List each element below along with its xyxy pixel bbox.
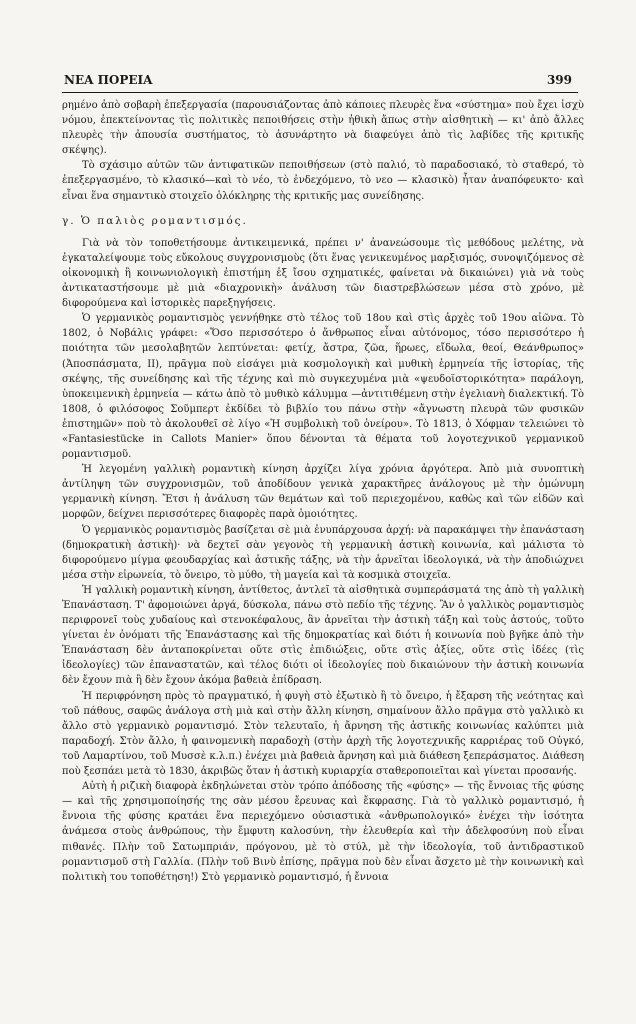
paragraph: Γιὰ νὰ τὸν τοποθετήσουμε ἀντικειμενικά, πρέπει ν' ἀνανεώσουμε τὶς μεθόδους μελέτης, νὰ ἐγκαταλείψουμε τοὺς εὔκολους συγχρονισμοὺς (ὅτι ἕνας γενικευμένος μαρξισμός, συνοψιζόμενος σὲ οἰκονομικὴ ἢ κοινωνιολογικὴ ἐπιστήμη ἐξ ἴσου σχηματικές, φαίνεται νὰ δικαιώνει) γιὰ νὰ τοὺς ἀντικαταστήσουμε μὲ μιὰ «διαχρονικὴ» ἀνάλυση τῶν διαστρεβλώσεων μέσα στὸ χρόνο, μὲ διφορούμενα καὶ ἱστορικὲς παρεξηγήσεις. <box>62 237 584 310</box>
paragraph: ρημένο ἀπὸ σοβαρὴ ἐπεξεργασία (παρουσιάζοντας ἀπὸ κάποιες πλευρὲς ἕνα «σύστημα» ποὺ ἔχει ἰσχὺ νόμου, ἐπεκτείνοντας τὶς πολιτικὲς πεποιθήσεις στὴν ἠθικὴ ἄπως στὴν αἰσθητικὴ — κι' ἀπὸ ἄλλες πλευρὲς τὴν ἀπουσία συστήματος, τὸ ἀσυνάρτητο νὰ διαφεύγει ἀπὸ τὶς λαβίδες τῆς κριτικῆς σκέψης). <box>62 100 584 157</box>
paragraph: Ἡ λεγομένη γαλλικὴ ρομαντικὴ κίνηση ἀρχίζει λίγα χρόνια ἀργότερα. Ἀπὸ μιὰ συνοπτικὴ ἀντίληψη τῶν συγχρονισμῶν, τοῦ ἀποδίδουν γενικὰ χαρακτῆρες ἀνάλογους μὲ τὴν ὁμώνυμη γερμανικὴ κίνηση. Ἔτσι ἡ ἀνάλυση τῶν θεμάτων καὶ τοῦ περιεχομένου, καθὼς καὶ τῶν εἰδῶν καὶ μορφῶν, δείχνει περισσότερες διαφορὲς παρὰ ὁμοιότητες. <box>62 464 584 521</box>
paragraph: Αὐτὴ ἡ ριζικὴ διαφορὰ ἐκδηλώνεται στὸν τρόπο ἀπόδοσης τῆς «φύσης» — τῆς ἔννοιας τῆς φύσης — καὶ τῆς χρησιμοποίησής της σὰν μέσου ἔρευνας καὶ ἔκφρασης. Γιὰ τὸ γαλλικὸ ρομαντισμό, ἡ ἔννοια τῆς φύσης κρατάει ἕνα περιεχόμενο οὐσιαστικὰ «ἀνθρωπολογικό» ἐνέχει τὴν ἰσότητα ἀνάμεσα στοὺς ἀνθρώπους, τὴν ἔμφυτη καλοσύνη, τὴν ἐλευθερία καὶ τὴν ἀδελφοσύνη ποὺ εἶναι πιθανές. Πλὴν τοῦ Σατωμπριάν, πρόγονου, μὲ τὸ στύλ, μὲ τὴν ἰδεολογία, τοῦ ἀντιδραστικοῦ ρομαντισμοῦ στὴ Γαλλία. (Πλὴν τοῦ Βινὺ ἐπίσης, πρᾶγμα ποὺ δὲν εἶναι ἄσχετο μὲ τὴν κοινωνικὴ καὶ πολιτικὴ του τοποθέτηση!) Στὸ γερμανικὸ ρομαντισμό, ἡ ἔννοια <box>62 781 584 883</box>
paragraph: Τὸ σχάσιμο αὐτῶν τῶν ἀντιφατικῶν πεποιθήσεων (στὸ παλιό, τὸ παραδοσιακό, τὸ σταθερό, τὸ ἐπεξεργασμένο, τὸ κλασικό—καὶ τὸ νέο, τὸ ἐνδεχόμενο, τὸ νεο — κλασικὸ) ἦταν ἀναπόφευκτο· καὶ εἶναι ἕνα σημαντικὸ στοιχεῖο ὁλόκληρης τὴς κριτικῆς μας συνείδησης. <box>62 160 584 202</box>
body-text <box>62 98 584 885</box>
section-heading: γ. Ὁ παλιὸς ρομαντισμός. <box>62 214 248 227</box>
header-rule <box>62 92 578 93</box>
paragraph: Ὁ γερμανικὸς ρομαντισμὸς βασίζεται σὲ μιὰ ἐνυπάρχουσα ἀρχή: νὰ παρακάμψει τὴν ἐπανάσταση (δημοκρατικὴ ἀστικὴ)· νὰ δεχτεῖ σὰν γεγονὸς τὴ γερμανικὴ ἀστικὴ κοινωνία, καὶ μάλιστα τὸ διφορούμενο μίγμα φεουδαρχίας καὶ ἀστικῆς τάξης, νὰ τὴν ἀρνεῖται ἰδεολογικά, νὰ τὴν ἀποδιώχνει μέσα στὴν εἰρωνεία, τὸ ὄνειρο, τὸ μύθο, τὴ μαγεία καὶ τὰ κοσμικὰ στοιχεῖα. <box>62 524 584 581</box>
journal-title: ΝΕΑ ΠΟΡΕΙΑ <box>64 73 153 87</box>
page-number: 399 <box>546 73 572 87</box>
paragraph: Ὁ γερμανικὸς ρομαντισμὸς γεννήθηκε στὸ τέλος τοῦ 18ου καὶ στὶς ἀρχὲς τοῦ 19ου αἰῶνα. Τὸ 1802, ὁ Νοβάλις γράφει: «Ὅσο περισσότερο ὁ ἄνθρωπος εἶναι αὐτόνομος, τόσο περισσότερο ἡ ποιότητα τῶν μεσολαβητῶν λεπτύνεται: φετίχ, ἄστρα, ζῶα, ἥρωες, εἴδωλα, θεοί, Θεάνθρωπος» (Ἀποσπάσματα, ΙΙ), πρᾶγμα ποὺ εἰσάγει μιὰ κοσμολογικὴ καὶ μυθικὴ ἑρμηνεία τῆς ἱστορίας, τῆς σκέψης, τῆς συνείδησης καὶ τῆς τέχνης καὶ πιὸ συγκεχυμένα μιὰ «ψευδοϊστορικότητα» παράλογη, ὑποκειμενικὴ ἑρμηνεία — κάτω ἀπὸ τὸ μυθικὸ κάλυμμα —ἀντιτιθέμενη στὴν ἐγελιανὴ διαλεκτική. Τὸ 1808, ὁ φιλόσοφος Σοῦμπερτ ἐκδίδει τὸ βιβλίο του πάνω στὴν «ἄγνωστη πλευρὰ τῶν φυσικῶν ἐπιστημῶν» ποὺ τὸ ἀκολουθεῖ σὲ λίγο «Ἡ συμβολικὴ τοῦ ὀνείρου». Τὸ 1813, ὁ Χόφμαν τελειώνει τὸ «Fantasiestücke in Callots Manier» ὅπου δένονται τὰ θέματα τοῦ λογοτεχνικοῦ γερμανικοῦ ρομαντισμοῦ. <box>62 313 584 461</box>
running-head <box>64 73 572 87</box>
paragraph: Ἡ γαλλικὴ ρομαντικὴ κίνηση, ἀντίθετος, ἀντλεῖ τὰ αἰσθητικὰ συμπεράσματά της ἀπὸ τὴ γαλλικὴ Ἐπανάσταση. Τ' ἀφομοιώνει ἀργά, δύσκολα, πάνω στὸ πεδίο τῆς τέχνης. Ἂν ὁ γαλλικὸς ρομαντισμὸς περιφρονεῖ τοὺς χυδαίους καὶ στενοκέφαλους, ἂν ἀρνεῖται τὴν ἀστικὴ τάξη καὶ τοὺς ἀστούς, τοῦτο γίνεται ἐν ὀνόματι τῆς Ἐπανάστασης καὶ τῆς δημοκρατίας καὶ διότι ἡ κοινωνία ποὺ βγῆκε ἀπὸ τὴν Ἐπανάσταση δὲν ἀνταποκρίνεται οὔτε στὶς ἐπιδιώξεις, οὔτε στὶς ἀξίες, οὔτε στὶς ἰδέες (τὶς ἰδεολογίες) τῶν ἐπαναστατῶν, καὶ τέλος διότι οἱ ἰδεολογίες ποὺ δικαιώνουν τὴν ἀστικὴ κοινωνία δὲν ἔχουν πιὰ ἢ δὲν ἔχουν ἀκόμα βαθειὰ ἐπίδραση. <box>62 584 584 687</box>
paragraph: Ἡ περιφρόνηση πρὸς τὸ πραγματικό, ἡ φυγὴ στὸ ἐξωτικὸ ἢ τὸ ὄνειρο, ἡ ἔξαρση τῆς νεότητας καὶ τοῦ πάθους, σαφῶς ἀνάλογα στὴ μιὰ καὶ στὴν ἄλλη κίνηση, σημαίνουν ἄλλο πρᾶγμα στὸ γαλλικὸ κι ἄλλο στὸ γερμανικὸ ρομαντισμό. Στὸν τελευταῖο, ἡ ἄρνηση τῆς ἀστικῆς κοινωνίας καλύπτει μιὰ παραδοχή. Στὸν ἄλλο, ἡ φαινομενικὴ παραδοχὴ (στὴν ἀρχὴ τῆς λογοτεχνικῆς καρριέρας τοῦ Οὐγκό, τοῦ Λαμαρτίνου, τοῦ Μυσσὲ κ.λ.π.) ἐνέχει μιὰ βαθειὰ ἄρνηση καὶ μιὰ διάθεση ξεπεράσματος. Διάθεση ποὺ ξεσπάει μετὰ τὸ 1830, ἀκριβῶς ὅταν ἡ ἀστικὴ κυριαρχία σταθεροποιεῖται καὶ γίνεται προσανής. <box>62 690 584 778</box>
